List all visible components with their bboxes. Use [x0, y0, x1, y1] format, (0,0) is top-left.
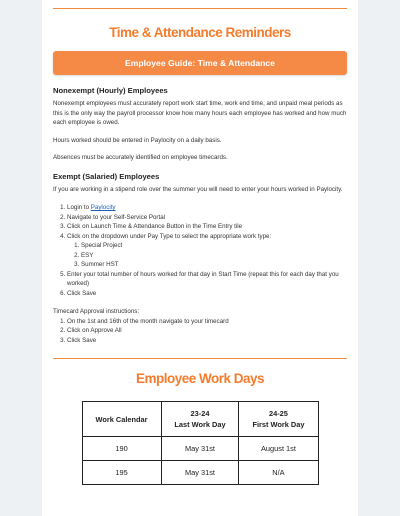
pay-type-special-project: 1. Special Project [81, 241, 347, 251]
header-first-work-day: 24-25 First Work Day [239, 402, 318, 437]
table-cell: N/A [239, 461, 318, 485]
table-cell: 190 [82, 437, 161, 461]
step-save: 6. Click Save [67, 289, 347, 299]
table-header-row [82, 402, 318, 437]
approval-step-3: 3. Click Save [67, 336, 347, 346]
approval-title: Timecard Approval instructions: [53, 308, 140, 315]
step-launch: 3. Click on Launch Time & Attendance Button in the Time Entry tile [67, 222, 347, 232]
header-last-work-day: 23-24 Last Work Day [161, 402, 239, 437]
guide-banner: Employee Guide: Time & Attendance [53, 51, 347, 75]
pay-type-list [67, 241, 347, 270]
nonexempt-para-2: Hours worked should be entered in Paylocity on a daily basis. [53, 136, 222, 144]
table-cell: August 1st [239, 437, 318, 461]
exempt-steps [53, 203, 347, 298]
pay-type-summer-hst: 3. Summer HST [81, 260, 347, 270]
step-enter-hours: 5. Enter your total number of hours worked for that day in Start Time (repeat this for each day that you worked) [67, 270, 347, 289]
step-dropdown: 4. Click on the dropdown under Pay Type to select the appropriate work type: 1. Special Project 2. ESY 3. Summer HST [67, 232, 347, 270]
nonexempt-para-1: Nonexempt employees must accurately report work start time, work end time, and unpaid meal periods as this is the only way the payroll processor know how many hours each employee has worked and how much each employee is owed. [53, 100, 347, 126]
divider-middle [53, 358, 347, 359]
table-cell: May 31st [161, 437, 239, 461]
nonexempt-heading: Nonexempt (Hourly) Employees [53, 86, 168, 95]
work-days-title: Employee Work Days [135, 371, 265, 386]
paylocity-link[interactable]: Paylocity [90, 204, 116, 211]
approval-step-2: 2. Click on Approve All [67, 326, 347, 336]
work-days-table [82, 401, 319, 485]
step-login: 1. Login to Paylocity [67, 203, 347, 213]
approval-step-1: 1. On the 1st and 16th of the month navigate to your timecard [67, 317, 347, 327]
email-card [42, 0, 358, 516]
exempt-heading: Exempt (Salaried) Employees [53, 171, 160, 181]
table-row [82, 437, 318, 461]
exempt-para: If you are working in a stipend role over the summer you will need to enter your hours worked in Paylocity. [53, 185, 343, 193]
header-work-calendar: Work Calendar [82, 402, 161, 437]
approval-steps [53, 317, 347, 346]
table-cell: May 31st [161, 461, 239, 485]
reminders-title: Time & Attendance Reminders [109, 25, 291, 40]
step-navigate: 2. Navigate to your Self-Service Portal [67, 213, 347, 223]
pay-type-esy: 2. ESY [81, 251, 347, 261]
nonexempt-para-3: Absences must be accurately identified on employee timecards. [53, 154, 228, 161]
divider-top [53, 8, 347, 9]
table-row [82, 461, 318, 485]
table-cell: 195 [82, 461, 161, 485]
